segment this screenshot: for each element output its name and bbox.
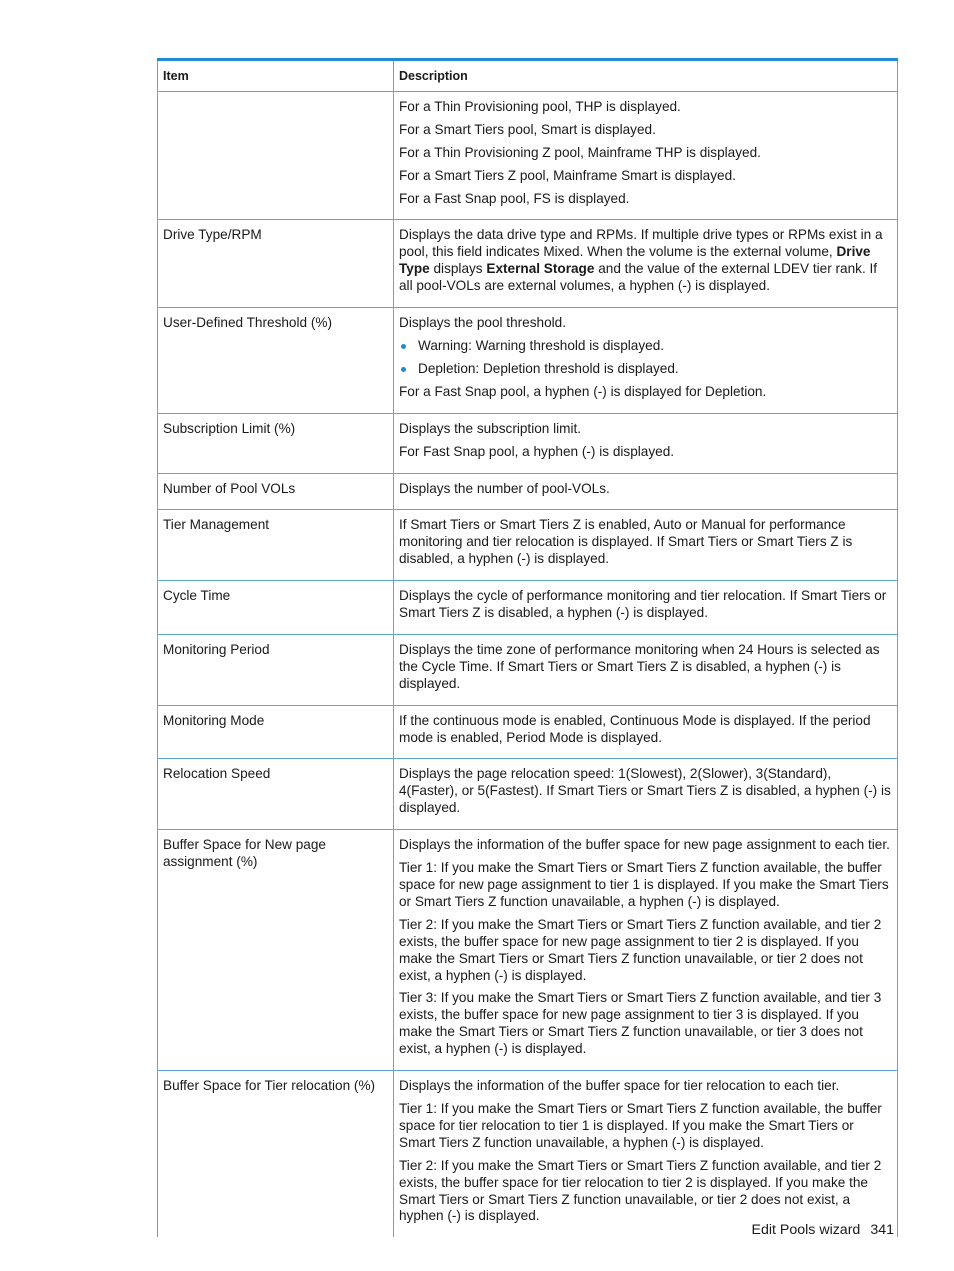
item-cell: Buffer Space for Tier relocation (%) (158, 1071, 394, 1238)
table-row (158, 759, 898, 830)
description-text: Displays the time zone of performance monitoring when 24 Hours is selected as the Cycle Time. If Smart Tiers or Smart Tiers Z is disabled, a hyphen (-) is displayed. (399, 641, 880, 691)
description-cell (394, 308, 898, 414)
bullet-icon (401, 367, 406, 372)
table-row (158, 91, 898, 220)
header-item: Item (158, 60, 394, 92)
description-text: Displays the pool threshold. (399, 315, 566, 331)
description-text: If Smart Tiers or Smart Tiers Z is enabled, Auto or Manual for performance monitoring and tier relocation is displayed. If Smart Tiers or Smart Tiers Z is disabled, a hyphen (-) is displayed. (399, 517, 853, 567)
item-cell: Drive Type/RPM (158, 220, 394, 308)
description-cell (394, 634, 898, 705)
item-cell: Monitoring Period (158, 634, 394, 705)
header-description: Description (394, 60, 898, 92)
description-text: For Fast Snap pool, a hyphen (-) is displayed. (399, 443, 675, 459)
description-cell (394, 473, 898, 510)
description-text: Tier 3: If you make the Smart Tiers or Smart Tiers Z function available, and tier 3 exists, the buffer space for new page assignment to tier 3 is displayed. If you make the Smart Tiers or Smart Tiers Z function unavailable, or tier 3 does not exist, a hyphen (-) is displayed. (399, 990, 882, 1057)
description-cell (394, 830, 898, 1071)
item-cell: Cycle Time (158, 581, 394, 635)
description-text: For a Smart Tiers Z pool, Mainframe Smart is displayed. (399, 167, 736, 183)
description-cell (394, 413, 898, 473)
table-row (158, 830, 898, 1071)
description-text: Tier 1: If you make the Smart Tiers or Smart Tiers Z function available, the buffer space for tier relocation to tier 1 is displayed. If you make the Smart Tiers or Smart Tiers Z function unavailable, a hyphen (-) is displayed. (399, 1100, 882, 1150)
description-cell (394, 91, 898, 220)
table-row (158, 220, 898, 308)
description-text (399, 227, 891, 295)
description-text: For a Fast Snap pool, FS is displayed. (399, 190, 630, 206)
bullet-item (399, 338, 891, 355)
description-text: Displays the page relocation speed: 1(Slowest), 2(Slower), 3(Standard), 4(Faster), or 5(Fastest). If Smart Tiers or Smart Tiers Z is disabled, a hyphen (-) is displayed. (399, 766, 891, 816)
description-text: For a Thin Provisioning pool, THP is displayed. (399, 98, 681, 114)
description-text: For a Thin Provisioning Z pool, Mainframe THP is displayed. (399, 144, 761, 160)
item-cell: Tier Management (158, 510, 394, 581)
table-header-row (158, 60, 898, 92)
bullet-list (399, 338, 891, 378)
description-text: For a Smart Tiers pool, Smart is displayed. (399, 121, 656, 137)
item-cell (158, 91, 394, 220)
description-text: Displays the information of the buffer space for tier relocation to each tier. (399, 1078, 840, 1094)
parameters-table (157, 58, 898, 1237)
description-text: Displays the subscription limit. (399, 420, 582, 436)
description-cell (394, 510, 898, 581)
item-cell: User-Defined Threshold (%) (158, 308, 394, 414)
bullet-item (399, 361, 891, 378)
table-row (158, 510, 898, 581)
table-row (158, 705, 898, 759)
bullet-text: Warning: Warning threshold is displayed. (418, 337, 665, 353)
table-row (158, 634, 898, 705)
table-row (158, 473, 898, 510)
description-text: For a Fast Snap pool, a hyphen (-) is displayed for Depletion. (399, 383, 767, 399)
description-text: Displays the information of the buffer space for new page assignment to each tier. (399, 837, 890, 853)
item-cell: Relocation Speed (158, 759, 394, 830)
description-text: Tier 2: If you make the Smart Tiers or Smart Tiers Z function available, and tier 2 exists, the buffer space for new page assignment to tier 2 is displayed. If you make the Smart Tiers or Smart Tiers Z function unavailable, or tier 2 does not exist, a hyphen (-) is displayed. (399, 916, 882, 983)
description-segment: displays (429, 261, 487, 277)
description-cell (394, 220, 898, 308)
description-text: Displays the cycle of performance monitoring and tier relocation. If Smart Tiers or Smart Tiers Z is disabled, a hyphen (-) is displayed. (399, 588, 887, 621)
description-cell (394, 705, 898, 759)
table-row (158, 581, 898, 635)
description-text: Tier 2: If you make the Smart Tiers or Smart Tiers Z function available, and tier 2 exists, the buffer space for tier relocation to tier 2 is displayed. If you make the Smart Tiers or Smart Tiers Z function unavailable, or tier 2 does not exist, a hyphen (-) is displayed. (399, 1157, 882, 1224)
description-segment: and the value of the external LDEV tier rank. If all pool-VOLs are external volumes, a hyphen (-) is displayed. (399, 261, 878, 294)
description-cell (394, 581, 898, 635)
item-cell: Subscription Limit (%) (158, 413, 394, 473)
description-cell (394, 1071, 898, 1238)
description-segment: Displays the data drive type and RPMs. If multiple drive types or RPMs exist in a pool, this field indicates Mixed. When the volume is the external volume, (399, 227, 883, 260)
page-number: 341 (870, 1222, 894, 1238)
description-text: Displays the number of pool-VOLs. (399, 480, 610, 496)
table-row (158, 413, 898, 473)
bullet-text: Depletion: Depletion threshold is displayed. (418, 360, 679, 376)
description-text: If the continuous mode is enabled, Continuous Mode is displayed. If the period mode is enabled, Period Mode is displayed. (399, 712, 871, 745)
item-cell: Buffer Space for New page assignment (%) (158, 830, 394, 1071)
page-footer (752, 1222, 895, 1238)
item-cell: Monitoring Mode (158, 705, 394, 759)
description-cell (394, 759, 898, 830)
description-text: Tier 1: If you make the Smart Tiers or Smart Tiers Z function available, the buffer space for new page assignment to tier 1 is displayed. If you make the Smart Tiers or Smart Tiers Z function unavailable, a hyphen (-) is displayed. (399, 860, 889, 909)
table-row (158, 1071, 898, 1238)
bullet-icon (401, 344, 406, 349)
table-row (158, 308, 898, 414)
footer-section-title: Edit Pools wizard (751, 1222, 861, 1238)
bold-term: External Storage (486, 261, 595, 277)
item-cell: Number of Pool VOLs (158, 473, 394, 510)
bold-term: Drive Type (399, 244, 871, 277)
